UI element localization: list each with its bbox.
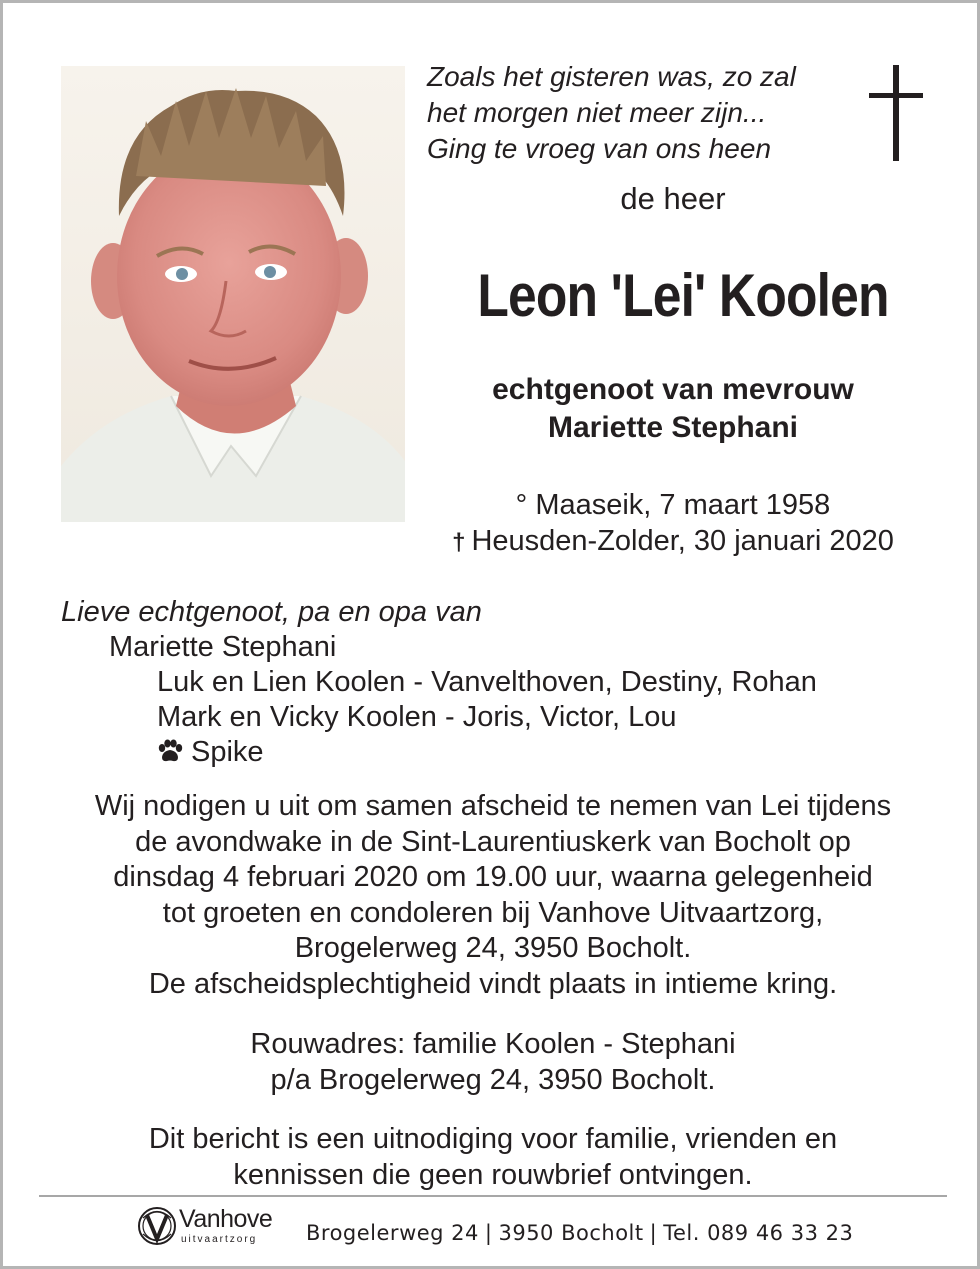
portrait-photo bbox=[61, 66, 405, 522]
footer-separator: | bbox=[649, 1221, 658, 1245]
name-prefix: de heer bbox=[620, 181, 726, 216]
notice-text bbox=[43, 1122, 943, 1193]
verse-line: het morgen niet meer zijn... bbox=[427, 97, 767, 128]
logo-brand: Vanhove bbox=[179, 1205, 273, 1233]
paw-icon bbox=[157, 737, 183, 772]
notice-line: Dit bericht is een uitnodiging voor familie, vrienden en bbox=[148, 1123, 838, 1155]
spouse-name: Mariette Stephani bbox=[547, 411, 799, 444]
life-dates bbox=[403, 487, 943, 561]
spouse-info bbox=[423, 371, 923, 447]
verse-line: Ging te vroeg van ons heen bbox=[427, 133, 772, 164]
notice-line: kennissen die geen rouwbrief ontvingen. bbox=[233, 1158, 753, 1191]
deceased-name: Leon 'Lei' Koolen bbox=[477, 262, 889, 329]
footer-separator: | bbox=[484, 1221, 493, 1245]
invitation-line: dinsdag 4 februari 2020 om 19.00 uur, waarna gelegenheid bbox=[113, 861, 873, 893]
birth-date: ° Maaseik, 7 maart 1958 bbox=[515, 489, 831, 521]
address-line: p/a Brogelerweg 24, 3950 Bocholt. bbox=[270, 1063, 716, 1096]
death-date-line bbox=[403, 523, 943, 561]
invitation-line: tot groeten en condoleren bij Vanhove Uitvaartzorg, bbox=[162, 896, 824, 929]
family-intro: Lieve echtgenoot, pa en opa van bbox=[61, 596, 482, 628]
family-member: Luk en Lien Koolen - Vanvelthoven, Destiny, Rohan bbox=[157, 666, 817, 698]
family-list bbox=[61, 595, 941, 772]
dagger-icon: † bbox=[452, 529, 466, 556]
logo-subtitle: uitvaartzorg bbox=[181, 1234, 258, 1245]
invitation-text bbox=[43, 789, 943, 1002]
mourning-address bbox=[43, 1027, 943, 1098]
invitation-line: Wij nodigen u uit om samen afscheid te nemen van Lei tijdens bbox=[94, 790, 892, 822]
death-date: Heusden-Zolder, 30 januari 2020 bbox=[471, 525, 894, 557]
footer-contact bbox=[306, 1221, 853, 1245]
family-pet bbox=[61, 735, 941, 772]
address-line: Rouwadres: familie Koolen - Stephani bbox=[250, 1028, 736, 1060]
invitation-line: de avondwake in de Sint-Laurentiuskerk van Bocholt op bbox=[135, 825, 851, 858]
footer-divider bbox=[39, 1195, 947, 1197]
vanhove-logo bbox=[135, 1203, 295, 1251]
footer-phone: Tel. 089 46 33 23 bbox=[663, 1221, 854, 1245]
family-member: Mark en Vicky Koolen - Joris, Victor, Lou bbox=[157, 701, 677, 733]
footer-street: Brogelerweg 24 bbox=[306, 1221, 479, 1245]
footer-city: 3950 Bocholt bbox=[498, 1221, 644, 1245]
family-member: Mariette Stephani bbox=[109, 631, 337, 663]
spouse-line: echtgenoot van mevrouw bbox=[492, 373, 854, 406]
invitation-line: Brogelerweg 24, 3950 Bocholt. bbox=[294, 932, 692, 964]
cross-icon bbox=[869, 65, 923, 161]
invitation-line: De afscheidsplechtigheid vindt plaats in intieme kring. bbox=[148, 967, 838, 1000]
pet-name: Spike bbox=[191, 736, 264, 768]
verse bbox=[427, 59, 847, 167]
verse-line: Zoals het gisteren was, zo zal bbox=[427, 61, 796, 92]
vanhove-logo-icon bbox=[135, 1203, 179, 1249]
